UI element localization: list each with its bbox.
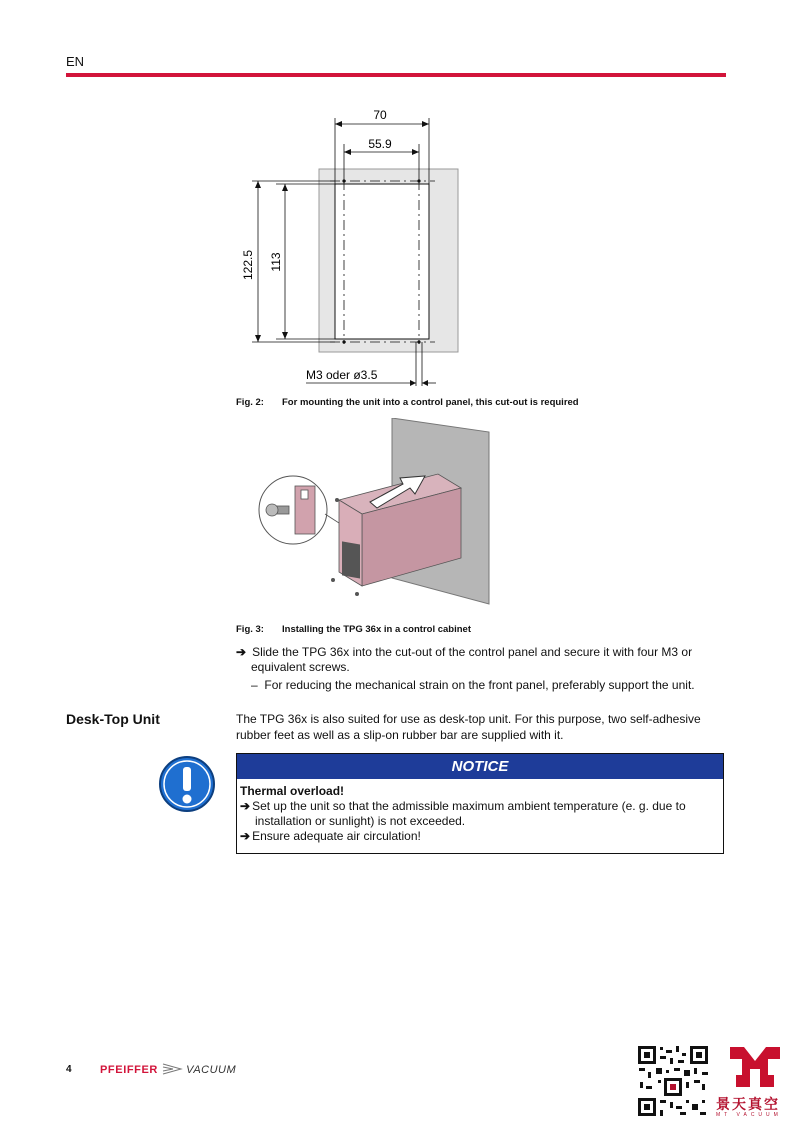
arrow-right-icon: ➔: [240, 799, 251, 813]
notice-subtitle: Thermal overload!: [240, 784, 345, 798]
desktop-line-1: The TPG 36x is also suited for use as desk-top unit. For this purpose, two self-adhesive: [236, 712, 701, 726]
notice-box: [236, 753, 724, 854]
figure2-number: Fig. 2:: [236, 397, 264, 408]
mt-vacuum-logo: [730, 1047, 780, 1089]
notice-item-2: [240, 829, 719, 844]
page-number: 4: [66, 1064, 72, 1075]
notice-item-1-text: Set up the unit so that the admissible maximum ambient temperature (e. g. due to: [252, 799, 686, 813]
figure3-text: Installing the TPG 36x in a control cabinet: [282, 624, 471, 635]
instruction-step-text: Slide the TPG 36x into the cut-out of the control panel and secure it with four M3 or: [252, 645, 693, 659]
header-rule: [66, 73, 726, 77]
notice-title: NOTICE: [237, 754, 723, 779]
dim-hole: M3 oder ø3.5: [306, 368, 378, 382]
installation-illustration: [255, 418, 495, 608]
instruction-step: [236, 645, 692, 660]
dash-icon: –: [251, 678, 258, 692]
figure3-caption: [236, 624, 471, 635]
instruction-substep: [251, 678, 695, 693]
brand-name: PFEIFFER: [100, 1064, 158, 1076]
brand-suffix: VACUUM: [186, 1064, 237, 1076]
instruction-substep-text: For reducing the mechanical strain on the front panel, preferably support the unit.: [264, 678, 695, 692]
dim-height-inner: 113: [269, 252, 283, 272]
notice-item-1: [240, 799, 719, 814]
desktop-line-2: rubber feet as well as a slip-on rubber bar are supplied with it.: [236, 728, 564, 742]
brand-stripes-icon: [161, 1063, 183, 1075]
arrow-right-icon: ➔: [240, 829, 251, 843]
figure2-caption: [236, 397, 579, 408]
dim-width-outer: 70: [373, 108, 387, 122]
notice-item-2-text: Ensure adequate air circulation!: [252, 829, 421, 843]
mt-vacuum-english: MT VACUUM: [716, 1112, 782, 1118]
language-label: EN: [66, 54, 85, 69]
cutout-drawing: [230, 100, 470, 390]
instruction-step-continued: equivalent screws.: [251, 660, 350, 674]
arrow-right-icon: ➔: [236, 645, 247, 659]
desktop-heading: Desk-Top Unit: [66, 711, 160, 727]
figure3-number: Fig. 3:: [236, 624, 264, 635]
pfeiffer-logo: [100, 1063, 236, 1076]
notice-body: [237, 779, 723, 844]
notice-item-1-continued: installation or sunlight) is not exceeded.: [255, 814, 466, 828]
exclamation-info-icon: [158, 755, 216, 813]
mt-vacuum-chinese: 景天真空: [716, 1096, 780, 1112]
dim-height-outer: 122.5: [241, 249, 255, 281]
qr-code-icon[interactable]: [636, 1044, 710, 1118]
dim-width-inner: 55.9: [368, 137, 392, 151]
figure2-text: For mounting the unit into a control panel, this cut-out is required: [282, 397, 579, 408]
